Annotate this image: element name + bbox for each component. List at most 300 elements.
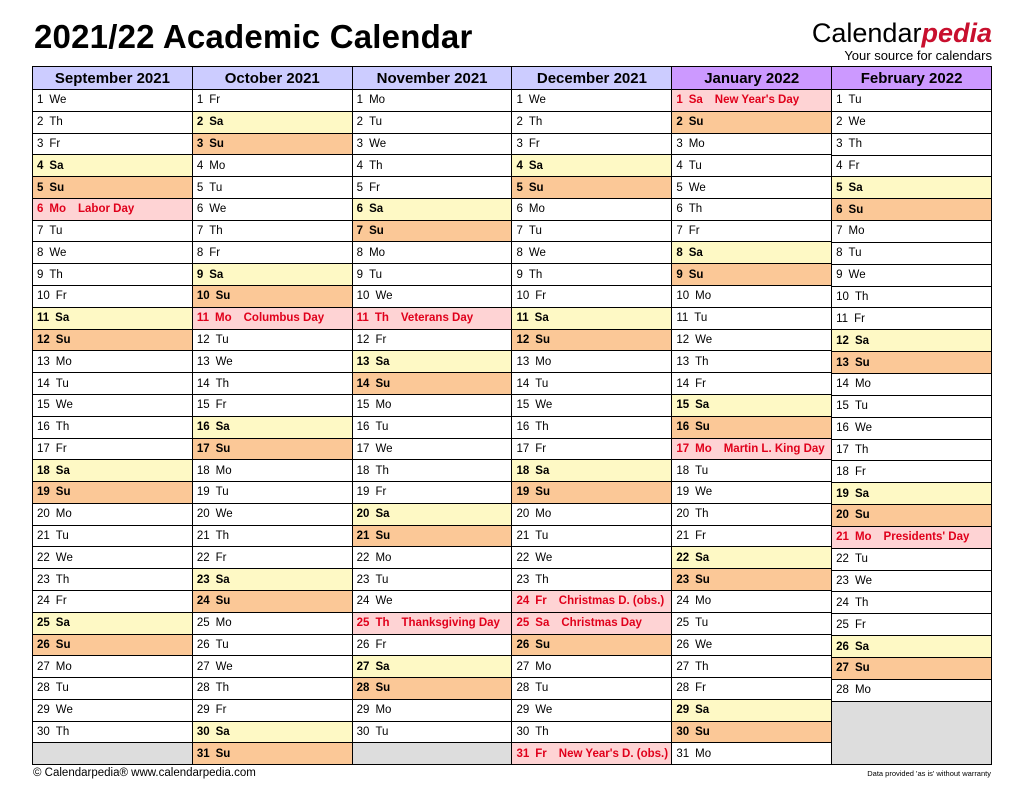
month-header: September 2021	[33, 67, 192, 90]
holiday-name: Columbus Day	[243, 312, 325, 325]
weekday: Su	[375, 530, 391, 543]
weekday: Fr	[375, 638, 387, 651]
weekday: Th	[215, 682, 230, 695]
weekday: Th	[848, 138, 862, 151]
weekday: Mo	[215, 617, 232, 630]
day-number: 31	[196, 747, 210, 760]
weekday: Tu	[535, 530, 549, 543]
weekday: Mo	[695, 595, 712, 608]
day-row	[33, 439, 192, 461]
weekday: Mo	[535, 660, 552, 673]
day-number: 20	[196, 508, 210, 521]
weekday: Fr	[535, 595, 547, 608]
day-number: 19	[836, 487, 849, 500]
day-number: 28	[356, 682, 370, 695]
day-number: 22	[836, 553, 849, 566]
day-number: 15	[356, 399, 370, 412]
day-row	[832, 90, 991, 112]
day-number: 26	[836, 640, 849, 653]
day-number: 10	[196, 290, 210, 303]
day-row	[193, 221, 352, 243]
day-number: 6	[37, 203, 44, 216]
holiday-row	[512, 591, 671, 613]
month-header: February 2022	[832, 67, 991, 90]
day-number: 6	[356, 203, 364, 216]
weekday: Su	[209, 137, 224, 150]
weekday: Fr	[49, 137, 61, 150]
weekday: Mo	[215, 312, 232, 325]
day-row	[672, 155, 831, 177]
day-number: 27	[356, 660, 370, 673]
day-number: 13	[836, 356, 849, 369]
weekday: Fr	[535, 442, 547, 455]
day-number: 31	[516, 747, 530, 760]
day-number: 21	[37, 530, 50, 543]
day-number: 23	[836, 574, 849, 587]
weekday: We	[535, 704, 553, 717]
day-number: 20	[516, 508, 530, 521]
day-row	[832, 636, 991, 658]
day-row	[193, 330, 352, 352]
day-number: 13	[676, 355, 690, 368]
weekday: Sa	[375, 508, 390, 521]
day-row	[512, 460, 671, 482]
weekday: Mo	[695, 747, 712, 760]
month-column	[672, 67, 832, 764]
weekday: Tu	[55, 682, 69, 695]
weekday: Mo	[695, 290, 712, 303]
weekday: Fr	[215, 551, 227, 564]
weekday: Tu	[695, 464, 709, 477]
day-number: 28	[196, 682, 210, 695]
day-row	[193, 722, 352, 744]
day-row	[33, 417, 192, 439]
weekday: Th	[535, 573, 549, 586]
weekday: Fr	[695, 530, 706, 543]
weekday: We	[209, 203, 227, 216]
weekday: Su	[55, 333, 71, 346]
day-row	[33, 504, 192, 526]
day-row	[512, 700, 671, 722]
day-number: 4	[516, 159, 523, 172]
day-row	[672, 112, 831, 134]
day-row	[193, 504, 352, 526]
day-number: 3	[356, 137, 364, 150]
weekday: Fr	[375, 486, 387, 499]
weekday: Th	[369, 159, 383, 172]
day-row	[672, 569, 831, 591]
day-number: 4	[356, 159, 364, 172]
brand-name	[812, 18, 992, 48]
day-row	[193, 613, 352, 635]
day-number: 25	[516, 617, 530, 630]
weekday: Th	[375, 617, 390, 630]
day-row	[353, 439, 512, 461]
day-row	[672, 373, 831, 395]
day-row	[33, 460, 192, 482]
day-number: 9	[37, 268, 44, 281]
day-number: 21	[196, 530, 210, 543]
weekday: We	[848, 269, 866, 282]
weekday: Sa	[534, 312, 549, 325]
month-header: October 2021	[193, 67, 352, 90]
day-row	[672, 264, 831, 286]
weekday: We	[848, 116, 866, 129]
day-number: 21	[836, 531, 849, 544]
day-row	[512, 417, 671, 439]
day-row	[672, 722, 831, 744]
day-number: 7	[836, 225, 843, 238]
weekday: We	[688, 181, 706, 194]
day-number: 24	[196, 595, 210, 608]
day-row	[353, 351, 512, 373]
weekday: Tu	[688, 159, 702, 172]
weekday: Su	[55, 638, 71, 651]
day-number: 8	[356, 246, 364, 259]
weekday: Mo	[369, 246, 386, 259]
day-row	[672, 417, 831, 439]
day-row	[832, 549, 991, 571]
day-row	[832, 156, 991, 178]
weekday: Mo	[695, 442, 712, 455]
day-row	[832, 440, 991, 462]
day-row	[33, 700, 192, 722]
day-number: 29	[196, 704, 210, 717]
day-number: 30	[37, 726, 50, 739]
weekday: Th	[215, 377, 230, 390]
empty-day-cell	[33, 743, 192, 764]
weekday: Sa	[375, 660, 390, 673]
day-row	[832, 243, 991, 265]
weekday: Fr	[854, 618, 866, 631]
day-row	[832, 330, 991, 352]
day-number: 11	[37, 312, 50, 325]
weekday: Tu	[854, 553, 868, 566]
day-row	[33, 155, 192, 177]
weekday: Su	[528, 181, 544, 194]
weekday: Th	[55, 726, 70, 739]
day-number: 18	[676, 464, 690, 477]
day-number: 16	[676, 421, 690, 434]
weekday: Mo	[55, 508, 72, 521]
day-row	[832, 614, 991, 636]
day-number: 14	[836, 378, 849, 391]
day-row	[353, 504, 512, 526]
weekday: Th	[535, 726, 549, 739]
weekday: Sa	[369, 203, 384, 216]
weekday: Sa	[215, 421, 230, 434]
day-row	[193, 155, 352, 177]
day-row	[353, 482, 512, 504]
weekday: We	[55, 399, 73, 412]
day-list	[193, 90, 352, 764]
day-row	[193, 678, 352, 700]
day-list	[353, 90, 512, 764]
weekday: Th	[695, 355, 709, 368]
day-row	[353, 569, 512, 591]
holiday-row	[33, 199, 192, 221]
day-row	[512, 373, 671, 395]
day-row	[672, 395, 831, 417]
day-row	[672, 678, 831, 700]
day-number: 11	[196, 312, 209, 325]
day-row	[672, 482, 831, 504]
weekday: We	[55, 704, 73, 717]
day-row	[512, 286, 671, 308]
day-number: 8	[676, 246, 683, 259]
month-header: December 2021	[512, 67, 671, 90]
weekday: Mo	[848, 225, 865, 238]
weekday: We	[695, 638, 713, 651]
day-number: 28	[836, 684, 849, 697]
day-number: 1	[676, 94, 683, 107]
day-row	[353, 242, 512, 264]
day-number: 31	[676, 747, 690, 760]
day-number: 22	[356, 551, 370, 564]
day-row	[672, 177, 831, 199]
day-row	[672, 221, 831, 243]
day-row	[353, 526, 512, 548]
weekday: Su	[695, 726, 710, 739]
weekday: Tu	[55, 377, 69, 390]
weekday: Fr	[695, 682, 706, 695]
day-number: 3	[516, 137, 523, 150]
day-row	[672, 743, 831, 764]
weekday: Fr	[369, 181, 380, 194]
day-row	[353, 373, 512, 395]
day-number: 12	[356, 333, 370, 346]
day-number: 29	[516, 704, 530, 717]
day-number: 19	[516, 486, 530, 499]
day-number: 16	[356, 421, 370, 434]
day-number: 4	[196, 159, 204, 172]
day-row	[193, 417, 352, 439]
day-number: 22	[37, 551, 50, 564]
weekday: Fr	[688, 225, 700, 238]
day-row	[512, 221, 671, 243]
weekday: Mo	[688, 137, 705, 150]
day-number: 2	[37, 116, 44, 129]
weekday: Sa	[55, 617, 70, 630]
day-row	[512, 155, 671, 177]
weekday: Th	[688, 203, 703, 216]
weekday: Th	[854, 596, 869, 609]
day-row	[512, 134, 671, 156]
weekday: Fr	[535, 290, 547, 303]
day-number: 17	[836, 443, 849, 456]
day-row	[672, 504, 831, 526]
day-number: 8	[37, 246, 44, 259]
holiday-row	[512, 743, 671, 764]
day-number: 19	[196, 486, 210, 499]
weekday: Sa	[854, 487, 870, 500]
weekday: We	[528, 246, 546, 259]
day-row	[353, 199, 512, 221]
weekday: Fr	[848, 159, 860, 172]
day-number: 4	[37, 159, 44, 172]
day-number: 10	[836, 291, 849, 304]
day-number: 15	[836, 400, 849, 413]
weekday: Sa	[209, 268, 224, 281]
day-number: 9	[516, 268, 523, 281]
weekday: Mo	[55, 355, 72, 368]
day-number: 27	[676, 660, 690, 673]
day-row	[33, 569, 192, 591]
day-number: 3	[37, 137, 44, 150]
weekday: Sa	[688, 246, 703, 259]
weekday: Mo	[375, 551, 392, 564]
day-row	[672, 199, 831, 221]
day-number: 2	[196, 116, 204, 129]
day-number: 24	[676, 595, 690, 608]
holiday-name: Christmas Day	[561, 617, 642, 630]
day-number: 9	[356, 268, 364, 281]
day-row	[193, 286, 352, 308]
weekday: Th	[55, 573, 70, 586]
weekday: Sa	[535, 464, 550, 477]
day-number: 18	[836, 465, 849, 478]
day-number: 5	[676, 181, 683, 194]
day-row	[353, 395, 512, 417]
day-row	[193, 569, 352, 591]
day-number: 18	[516, 464, 530, 477]
weekday: We	[215, 508, 233, 521]
day-row	[672, 613, 831, 635]
month-column	[33, 67, 193, 764]
day-row	[512, 635, 671, 657]
weekday: Fr	[854, 312, 865, 325]
day-number: 25	[356, 617, 370, 630]
weekday: Fr	[209, 246, 221, 259]
day-row	[512, 177, 671, 199]
day-row	[193, 460, 352, 482]
day-number: 18	[356, 464, 370, 477]
weekday: Sa	[854, 640, 870, 653]
day-number: 14	[516, 377, 530, 390]
weekday: Th	[528, 116, 543, 129]
weekday: Th	[375, 464, 389, 477]
day-number: 20	[676, 508, 690, 521]
day-number: 30	[676, 726, 690, 739]
weekday: Su	[695, 421, 710, 434]
weekday: Sa	[695, 704, 710, 717]
day-number: 13	[356, 355, 370, 368]
holiday-name: New Year's D. (obs.)	[558, 747, 669, 760]
weekday: Su	[854, 356, 870, 369]
day-row	[832, 352, 991, 374]
day-row	[33, 308, 192, 330]
day-row	[193, 373, 352, 395]
holiday-name: New Year's Day	[714, 94, 800, 107]
day-number: 27	[37, 660, 50, 673]
weekday: Tu	[848, 94, 862, 107]
day-row	[353, 547, 512, 569]
weekday: Sa	[215, 573, 230, 586]
day-row	[33, 635, 192, 657]
day-number: 22	[676, 551, 690, 564]
day-number: 27	[836, 662, 849, 675]
copyright-text: © Calendarpedia® www.calendarpedia.com	[33, 767, 256, 779]
page-title: 2021/22 Academic Calendar	[34, 18, 473, 55]
day-number: 19	[356, 486, 370, 499]
weekday: Tu	[369, 116, 383, 129]
weekday: Sa	[209, 116, 224, 129]
day-row	[832, 658, 991, 680]
day-row	[512, 482, 671, 504]
day-number: 14	[37, 377, 50, 390]
month-column	[353, 67, 513, 764]
weekday: Sa	[55, 312, 70, 325]
day-number: 26	[356, 638, 370, 651]
day-row	[193, 199, 352, 221]
holiday-row	[512, 613, 671, 635]
day-number: 5	[516, 181, 523, 194]
day-number: 21	[676, 530, 690, 543]
day-number: 5	[37, 181, 44, 194]
day-row	[832, 571, 991, 593]
day-row	[512, 678, 671, 700]
weekday: Tu	[535, 682, 549, 695]
day-number: 19	[37, 486, 50, 499]
day-row	[193, 177, 352, 199]
day-row	[353, 330, 512, 352]
weekday: Su	[49, 181, 65, 194]
day-number: 7	[516, 225, 523, 238]
weekday: Fr	[528, 137, 540, 150]
weekday: We	[375, 442, 393, 455]
day-number: 17	[676, 442, 690, 455]
weekday: Mo	[369, 94, 386, 107]
weekday: Tu	[854, 400, 868, 413]
day-row	[353, 90, 512, 112]
day-row	[672, 591, 831, 613]
day-number: 11	[676, 312, 689, 325]
day-row	[33, 373, 192, 395]
day-number: 3	[676, 137, 683, 150]
holiday-name: Martin L. King Day	[723, 442, 825, 455]
day-row	[193, 112, 352, 134]
day-number: 3	[836, 138, 843, 151]
day-row	[832, 505, 991, 527]
day-number: 12	[37, 333, 50, 346]
weekday: Tu	[215, 333, 229, 346]
weekday: Fr	[55, 595, 67, 608]
day-row	[512, 439, 671, 461]
day-number: 22	[196, 551, 210, 564]
month-header: November 2021	[353, 67, 512, 90]
holiday-row	[672, 90, 831, 112]
weekday: Tu	[375, 421, 389, 434]
day-row	[832, 308, 991, 330]
day-number: 19	[676, 486, 690, 499]
day-row	[353, 635, 512, 657]
weekday: Sa	[695, 399, 710, 412]
weekday: Sa	[375, 355, 390, 368]
weekday: Su	[854, 662, 870, 675]
day-number: 12	[836, 334, 849, 347]
day-number: 23	[37, 573, 50, 586]
day-row	[353, 591, 512, 613]
holiday-name: Presidents' Day	[883, 531, 970, 544]
day-number: 24	[516, 595, 530, 608]
day-row	[193, 90, 352, 112]
weekday: Su	[369, 225, 384, 238]
brand-logo	[812, 18, 992, 63]
weekday: Su	[215, 442, 231, 455]
weekday: Tu	[375, 726, 389, 739]
weekday: We	[49, 94, 67, 107]
day-number: 30	[356, 726, 370, 739]
